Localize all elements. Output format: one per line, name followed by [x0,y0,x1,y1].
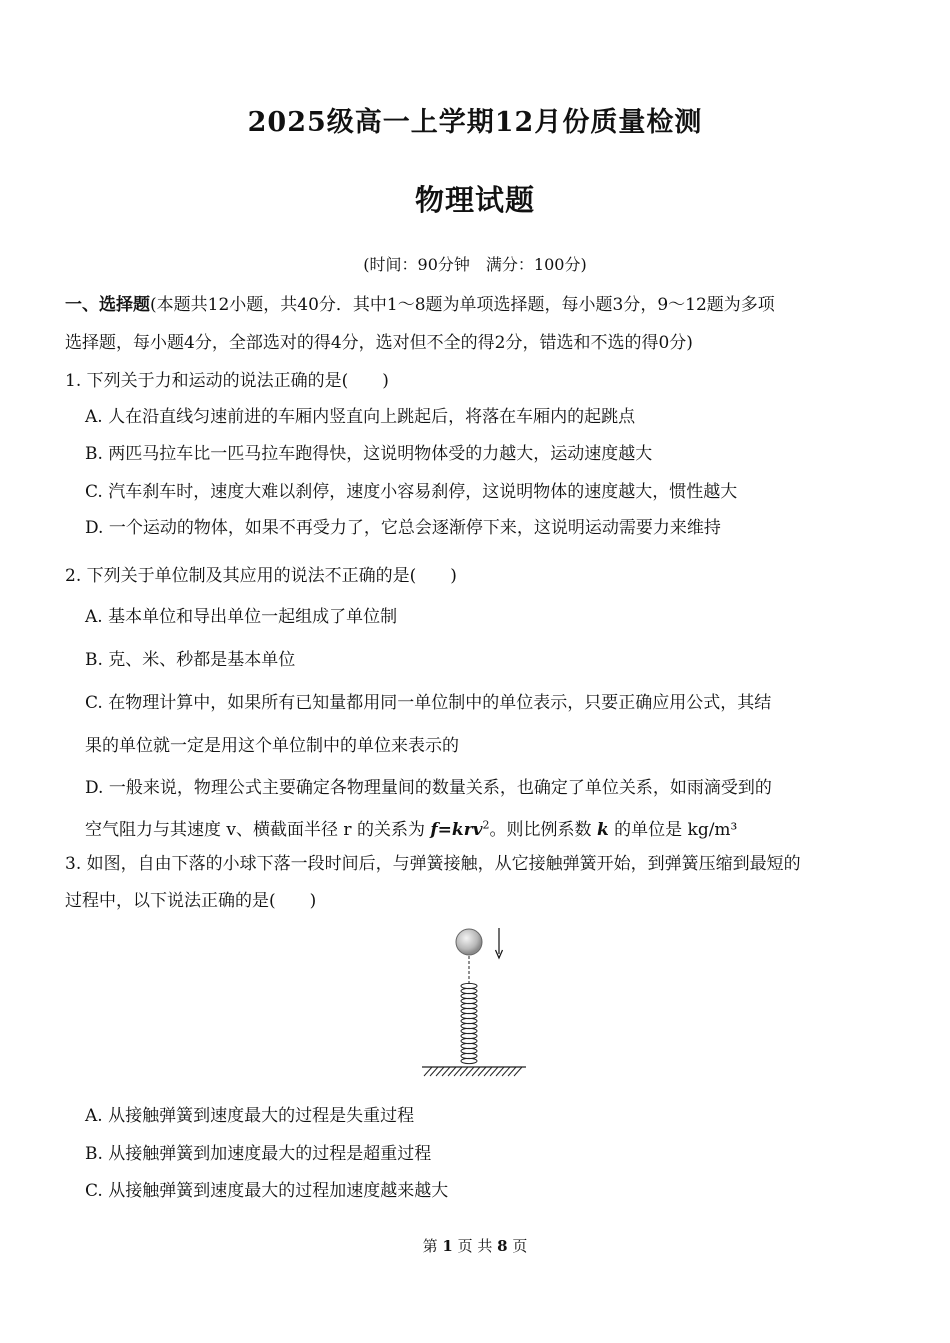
section-instructions-2: 选择题，每小题4分，全部选对的得4分，选对但不全的得2分，错选和不选的得0分) [65,333,693,353]
q2-stem: 2. 下列关于单位制及其应用的说法不正确的是( ) [65,566,457,586]
footer-prefix: 第 [422,1237,443,1255]
footer-middle: 页 共 [452,1237,498,1255]
ball [456,929,482,955]
section-instructions-1: (本题共12小题，共40分．其中1～8题为单项选择题，每小题3分，9～12题为多项 [150,295,775,315]
exam-info: (时间：90分钟 满分：100分) [363,255,587,274]
section-heading: 一、选择题 [65,295,150,315]
exam-subtitle: 物理试题 [414,183,535,217]
q3-stem-line-1: 3. 如图，自由下落的小球下落一段时间后，与弹簧接触，从它接触弹簧开始，到弹簧压缩到最短的 [65,854,801,874]
ball-spring-diagram [410,920,540,1090]
q2-d-formula-exponent: 2 [482,818,490,832]
footer-total-pages: 8 [497,1237,508,1255]
q3-stem-line-2: 过程中，以下说法正确的是( ) [65,891,317,911]
q2-option-b: B. 克、米、秒都是基本单位 [85,650,296,670]
q1-option-d: D. 一个运动的物体，如果不再受力了，它总会逐渐停下来，这说明运动需要力来维持 [85,518,721,538]
q2-d-coefficient-k: k [596,820,609,840]
q2-option-a: A. 基本单位和导出单位一起组成了单位制 [85,607,398,627]
q2-option-d-line-1: D. 一般来说，物理公式主要确定各物理量间的数量关系，也确定了单位关系，如雨滴受到的 [85,778,772,798]
page-footer [0,1235,950,1256]
q3-option-c: C. 从接触弹簧到速度最大的过程加速度越来越大 [85,1181,449,1201]
q2-d-text-post: 的单位是 kg/m³ [608,820,738,840]
q1-option-b: B. 两匹马拉车比一匹马拉车跑得快，这说明物体受的力越大，运动速度越大 [85,444,653,464]
q1-option-a: A. 人在沿直线匀速前进的车厢内竖直向上跳起后，将落在车厢内的起跳点 [85,407,636,427]
q2-option-c-line-2: 果的单位就一定是用这个单位制中的单位来表示的 [85,736,459,756]
q2-d-formula: f=krv [430,820,483,840]
q3-option-a: A. 从接触弹簧到速度最大的过程是失重过程 [85,1106,415,1126]
q1-stem: 1. 下列关于力和运动的说法正确的是( ) [65,371,389,391]
down-arrow-icon [496,928,503,958]
q2-option-d-line-2 [85,815,737,840]
footer-page-number: 1 [442,1237,453,1255]
q2-d-text-pre: 空气阻力与其速度 v、横截面半径 r 的关系为 [85,820,431,840]
q2-option-c-line-1: C. 在物理计算中，如果所有已知量都用同一单位制中的单位表示，只要正确应用公式，其结 [85,693,772,713]
spring [461,983,477,1063]
ground-hatching [422,1067,526,1076]
exam-title: 2025级高一上学期12月份质量检测 [247,107,703,138]
section-instructions-line-1 [65,290,775,315]
footer-suffix: 页 [507,1237,528,1255]
q2-d-text-mid: 。则比例系数 [489,820,597,840]
q3-option-b: B. 从接触弹簧到加速度最大的过程是超重过程 [85,1144,432,1164]
q1-option-c: C. 汽车刹车时，速度大难以刹停，速度小容易刹停，这说明物体的速度越大，惯性越大 [85,482,738,502]
